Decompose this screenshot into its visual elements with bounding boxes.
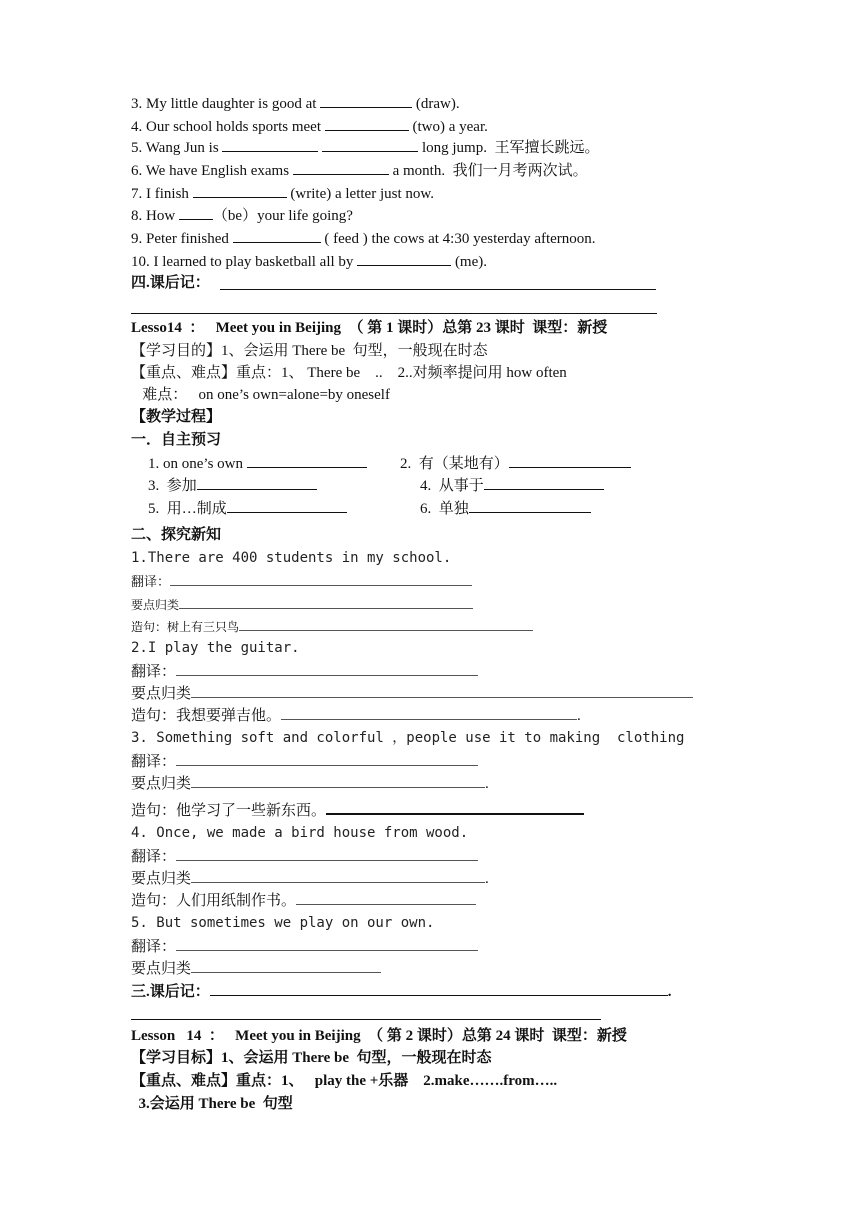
sentence-5: 5. But sometimes we play on our own. (131, 915, 435, 931)
blank[interactable] (176, 661, 478, 676)
blank[interactable] (210, 981, 668, 996)
blank[interactable] (239, 616, 533, 631)
writing-line[interactable] (131, 313, 657, 314)
sentence-2: 2.I play the guitar. (131, 640, 300, 656)
points-line: 要点归类 . (131, 868, 489, 889)
blank[interactable] (281, 705, 577, 720)
translate-line: 翻译： (131, 571, 472, 592)
blank[interactable] (197, 475, 317, 490)
preview-item-5: 5. 用…制成 (148, 498, 347, 519)
translate-line: 翻译： (131, 661, 478, 682)
writing-line[interactable] (220, 289, 656, 290)
points-line: 要点归类 . (131, 773, 489, 794)
preview-item-2: 2. 有（某地有） (400, 453, 631, 474)
preview-item-6: 6. 单独 (420, 498, 591, 519)
translate-line: 翻译： (131, 751, 478, 772)
points-line: 要点归类 (131, 683, 693, 704)
preview-item-1: 1. on one’s own (148, 453, 367, 474)
after-class-heading-1: 四.课后记： (131, 275, 210, 291)
exercise-10: 10. I learned to play basketball all by (me). (131, 251, 487, 272)
exercise-4: 4. Our school holds sports meet (two) a year. (131, 116, 488, 137)
make-sentence-line: 造句：他学习了一些新东西。 (131, 799, 584, 821)
exercise-3: 3. My little daughter is good at (draw). (131, 93, 460, 114)
preview-item-4: 4. 从事于 (420, 475, 604, 496)
lesson2-goal: 【学习目标】1、会运用 There be 句型，一般现在时态 (131, 1050, 492, 1066)
section-self-study: 一．自主预习 (131, 432, 222, 448)
blank[interactable] (322, 137, 418, 152)
blank[interactable] (191, 773, 485, 788)
lesson2-key-points: 【重点、难点】重点：1、 play the +乐器 2.make…….from….. (131, 1073, 558, 1089)
blank[interactable] (191, 868, 485, 883)
lesson1-goal: 【学习目的】1、会运用 There be 句型，一般现在时态 (131, 343, 488, 359)
blank[interactable] (320, 93, 412, 108)
blank[interactable] (222, 137, 318, 152)
lesson2-header: Lesson 14 ： Meet you in Beijing （ 第 2 课时）总第 24 课时 课型：新授 (131, 1028, 627, 1044)
preview-item-3: 3. 参加 (148, 475, 317, 496)
lesson2-key-points-3: 3.会运用 There be 句型 (131, 1096, 293, 1112)
blank[interactable] (325, 116, 409, 131)
writing-line[interactable] (131, 1019, 601, 1020)
blank[interactable] (469, 498, 591, 513)
translate-line: 翻译： (131, 846, 478, 867)
blank[interactable] (509, 453, 631, 468)
blank[interactable] (179, 594, 473, 609)
lesson1-key-points: 【重点、难点】重点：1、 There be .. 2..对频率提问用 how often (131, 365, 567, 381)
points-line: 要点归类 (131, 958, 381, 979)
make-sentence-line: 造句：树上有三只鸟 (131, 616, 533, 637)
blank[interactable] (293, 160, 389, 175)
blank[interactable] (193, 183, 287, 198)
points-line: 要点归类 (131, 594, 473, 615)
blank[interactable] (176, 751, 478, 766)
blank[interactable] (191, 958, 381, 973)
exercise-7: 7. I finish (write) a letter just now. (131, 183, 434, 204)
after-class-heading-2: 三.课后记： . (131, 981, 672, 1002)
sentence-4: 4. Once, we made a bird house from wood. (131, 825, 469, 841)
blank[interactable] (179, 205, 213, 220)
exercise-6: 6. We have English exams a month. 我们一月考两次试。 (131, 160, 588, 181)
blank[interactable] (170, 571, 472, 586)
translate-line: 翻译： (131, 936, 478, 957)
lesson1-difficulty: 难点： on one’s own=alone=by oneself (131, 387, 390, 403)
exercise-5: 5. Wang Jun is long jump. 王军擅长跳远。 (131, 137, 599, 158)
blank[interactable] (233, 228, 321, 243)
blank[interactable] (191, 683, 693, 698)
lesson1-process: 【教学过程】 (131, 409, 222, 425)
lesson1-header: Lesso14 ： Meet you in Beijing （ 第 1 课时）总第 23 课时 课型：新授 (131, 320, 608, 336)
exercise-9: 9. Peter finished ( feed ) the cows at 4:30 yesterday afternoon. (131, 228, 596, 249)
blank[interactable] (296, 890, 476, 905)
blank[interactable] (176, 846, 478, 861)
make-sentence-line: 造句：人们用纸制作书。 (131, 890, 476, 911)
blank[interactable] (227, 498, 347, 513)
sentence-3: 3. Something soft and colorful ，people use it to making clothing (131, 730, 685, 746)
exercise-8: 8. How （be）your life going? (131, 205, 353, 226)
blank[interactable] (326, 799, 584, 815)
blank[interactable] (357, 251, 451, 266)
blank[interactable] (247, 453, 367, 468)
section-explore: 二、探究新知 (131, 527, 222, 543)
make-sentence-line: 造句：我想要弹吉他。 . (131, 705, 581, 726)
sentence-1: 1.There are 400 students in my school. (131, 550, 452, 566)
blank[interactable] (176, 936, 478, 951)
blank[interactable] (484, 475, 604, 490)
